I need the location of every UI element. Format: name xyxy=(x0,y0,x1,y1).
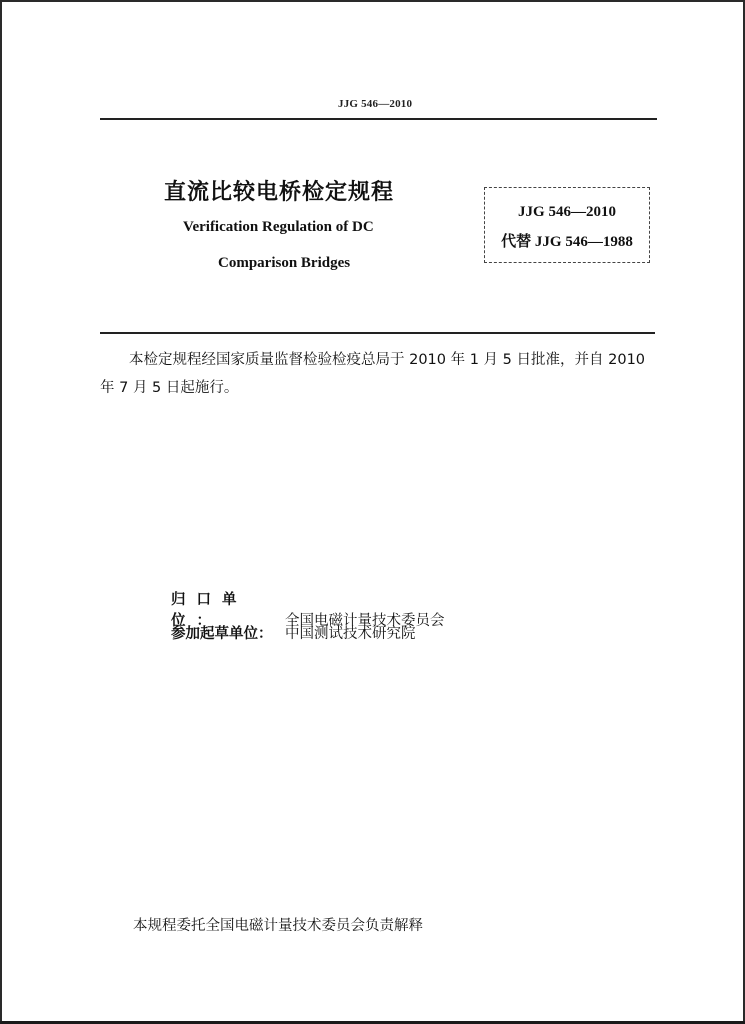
page-edge-left xyxy=(0,0,2,1024)
title-chinese: 直流比较电桥检定规程 xyxy=(164,180,395,205)
header-rule xyxy=(100,118,657,120)
interpretation-note: 本规程委托全国电磁计量技术委员会负责解释 xyxy=(133,918,423,934)
standard-code: JJG 546—2010 xyxy=(518,204,616,220)
centralized-unit-label: 归口单位： xyxy=(171,592,248,629)
page-edge-top xyxy=(0,0,745,2)
title-divider-rule xyxy=(100,332,655,334)
standard-number-box xyxy=(484,187,650,263)
approval-statement: 本检定规程经国家质量监督检验检疫总局于 2010 年 1 月 5 日批准，并自 2010 年 7 月 5 日起施行。 xyxy=(100,352,646,396)
centralized-unit-value: 全国电磁计量技术委员会 xyxy=(285,613,445,629)
drafting-unit-value: 中国测试技术研究院 xyxy=(285,626,416,642)
title-english-line2: Comparison Bridges xyxy=(218,255,351,271)
replaced-standard: 代替 JJG 546—1988 xyxy=(501,234,633,250)
drafting-unit-label: 参加起草单位： xyxy=(171,626,273,642)
running-header: JJG 546—2010 xyxy=(338,98,413,110)
drafting-unit-row xyxy=(171,622,416,643)
title-english-line1: Verification Regulation of DC xyxy=(183,219,374,235)
